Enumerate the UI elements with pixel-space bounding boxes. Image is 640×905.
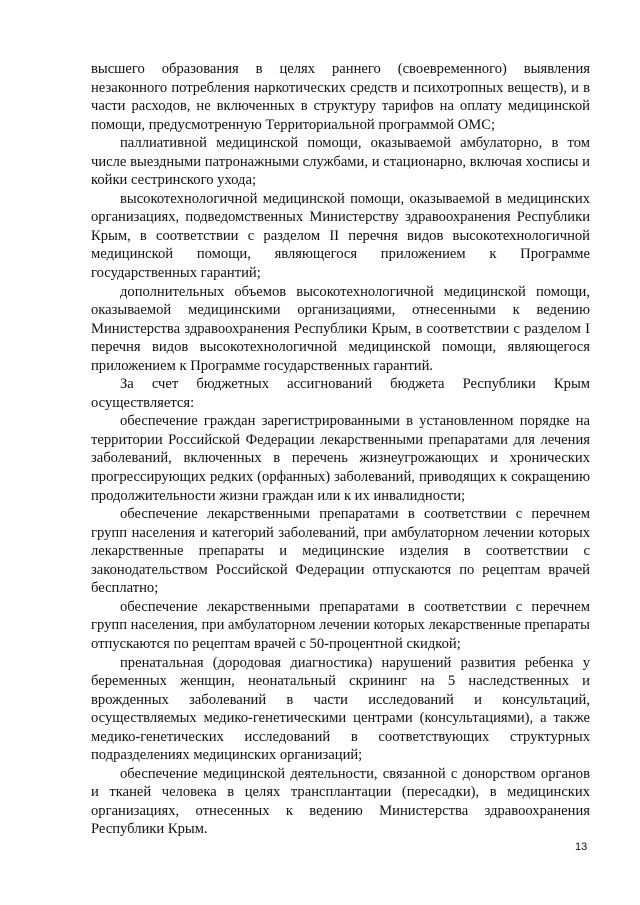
page-number: 13 bbox=[575, 841, 588, 853]
paragraph-palliative-care: паллиативной медицинской помощи, оказываемой амбулаторно, в том числе выездными патронажными службами, и стационарно, включая хосписы и койки сестринского ухода; bbox=[91, 135, 590, 189]
document-body bbox=[91, 60, 590, 839]
paragraph-orphan-diseases: обеспечение граждан зарегистрированными в установленном порядке на территории Российской Федерации лекарственными препаратами для лечения заболеваний, включенных в перечень жизнеугрожающих и хронических прогрессирующих редких (орфанных) заболеваний, приводящих к сокращению продолжительности жизни граждан или к их инвалидности; bbox=[91, 413, 590, 504]
paragraph-prenatal-diagnostics: пренатальная (дородовая диагностика) нарушений развития ребенка у беременных женщин, неонатальный скрининг на 5 наследственных и врожденных заболеваний в части исследований и консультаций, осуществляемых медико-генетическими центрами (консультациями), а также медико-генетических исследований в соответствующих структурных подразделениях медицинских организаций; bbox=[91, 654, 590, 764]
paragraph-high-tech-care: высокотехнологичной медицинской помощи, оказываемой в медицинских организациях, подведомственных Министерству здравоохранения Республики Крым, в соответствии с разделом II перечня видов высокотехнологичной медицинской помощи, являющегося приложением к Программе государственных гарантий; bbox=[91, 190, 590, 282]
paragraph-budget-funding-intro: За счет бюджетных ассигнований бюджета Республики Крым осуществляется: bbox=[91, 376, 590, 411]
paragraph-discount-prescriptions: обеспечение лекарственными препаратами в соответствии с перечнем групп населения, при амбулаторном лечении которых лекарственные препараты отпускаются по рецептам врачей с 50-процентной скидкой; bbox=[91, 598, 590, 652]
paragraph-additional-high-tech-care: дополнительных объемов высокотехнологичной медицинской помощи, оказываемой медицинскими организациями, отнесенными к ведению Министерства здравоохранения Республики Крым, в соответствии с разделом I перечня видов высокотехнологичной медицинской помощи, являющегося приложением к Программе государственных гарантий. bbox=[91, 283, 590, 374]
paragraph-free-prescriptions: обеспечение лекарственными препаратами в соответствии с перечнем групп населения и категорий заболеваний, при амбулаторном лечении которых лекарственные препараты и медицинские изделия в соответствии с законодательством Российской Федерации отпускаются по рецептам врачей бесплатно; bbox=[91, 506, 590, 597]
paragraph-continuation: высшего образования в целях раннего (своевременного) выявления незаконного потребления наркотических средств и психотропных веществ), и в части расходов, не включенных в структуру тарифов на оплату медицинской помощи, предусмотренную Территориальной программой ОМС; bbox=[91, 61, 590, 133]
paragraph-organ-donation: обеспечение медицинской деятельности, связанной с донорством органов и тканей человека в целях трансплантации (пересадки), в медицинских организациях, отнесенных к ведению Министерства здравоохранения Республики Крым. bbox=[91, 765, 590, 838]
